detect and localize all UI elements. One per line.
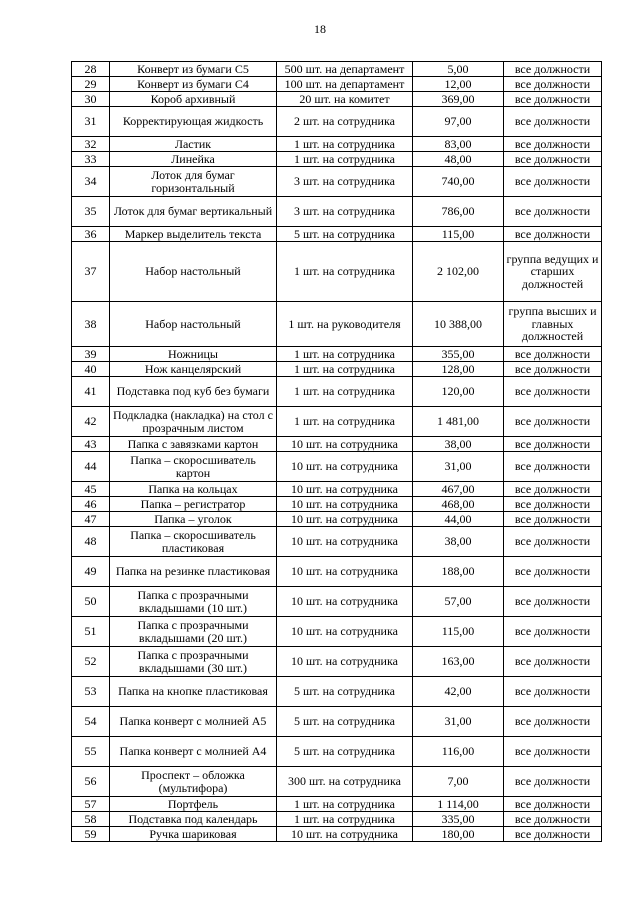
row-number: 58 <box>72 812 110 827</box>
item-name: Маркер выделитель текста <box>110 227 277 242</box>
item-price: 120,00 <box>413 377 504 407</box>
item-position: все должности <box>504 77 602 92</box>
item-quantity: 10 шт. на сотрудника <box>277 587 413 617</box>
table-row <box>72 137 602 152</box>
page-number: 18 <box>314 22 326 36</box>
item-position: все должности <box>504 512 602 527</box>
row-number: 29 <box>72 77 110 92</box>
item-name: Папка – скоросшиватель пластиковая <box>110 527 277 557</box>
item-quantity: 1 шт. на сотрудника <box>277 407 413 437</box>
item-price: 740,00 <box>413 167 504 197</box>
item-position: все должности <box>504 167 602 197</box>
item-name: Проспект – обложка (мультифора) <box>110 767 277 797</box>
item-quantity: 5 шт. на сотрудника <box>277 227 413 242</box>
item-quantity: 3 шт. на сотрудника <box>277 197 413 227</box>
item-price: 180,00 <box>413 827 504 842</box>
item-name: Лоток для бумаг вертикальный <box>110 197 277 227</box>
item-position: все должности <box>504 497 602 512</box>
item-price: 335,00 <box>413 812 504 827</box>
table-body <box>72 62 602 842</box>
row-number: 48 <box>72 527 110 557</box>
item-position: все должности <box>504 362 602 377</box>
item-position: все должности <box>504 647 602 677</box>
table-row <box>72 77 602 92</box>
row-number: 31 <box>72 107 110 137</box>
item-position: все должности <box>504 587 602 617</box>
row-number: 33 <box>72 152 110 167</box>
item-position: все должности <box>504 737 602 767</box>
table-row <box>72 437 602 452</box>
table-row <box>72 377 602 407</box>
item-quantity: 1 шт. на сотрудника <box>277 137 413 152</box>
table-row <box>72 302 602 347</box>
item-name: Папка на резинке пластиковая <box>110 557 277 587</box>
item-quantity: 5 шт. на сотрудника <box>277 677 413 707</box>
item-quantity: 20 шт. на комитет <box>277 92 413 107</box>
item-quantity: 5 шт. на сотрудника <box>277 707 413 737</box>
item-name: Ножницы <box>110 347 277 362</box>
item-name: Портфель <box>110 797 277 812</box>
item-position: все должности <box>504 137 602 152</box>
item-name: Папка – регистратор <box>110 497 277 512</box>
table-row <box>72 227 602 242</box>
table-row <box>72 677 602 707</box>
item-name: Набор настольный <box>110 242 277 302</box>
item-name: Папка конверт с молнией А4 <box>110 737 277 767</box>
item-position: группа высших и главных должностей <box>504 302 602 347</box>
table-row <box>72 407 602 437</box>
item-quantity: 100 шт. на департамент <box>277 77 413 92</box>
item-price: 115,00 <box>413 227 504 242</box>
item-position: группа ведущих и старших должностей <box>504 242 602 302</box>
row-number: 41 <box>72 377 110 407</box>
item-price: 38,00 <box>413 437 504 452</box>
item-position: все должности <box>504 437 602 452</box>
item-name: Подставка под куб без бумаги <box>110 377 277 407</box>
item-name: Папка – скоросшиватель картон <box>110 452 277 482</box>
item-price: 31,00 <box>413 707 504 737</box>
item-price: 97,00 <box>413 107 504 137</box>
row-number: 47 <box>72 512 110 527</box>
item-quantity: 1 шт. на сотрудника <box>277 347 413 362</box>
table-row <box>72 587 602 617</box>
item-price: 188,00 <box>413 557 504 587</box>
item-price: 5,00 <box>413 62 504 77</box>
row-number: 55 <box>72 737 110 767</box>
item-quantity: 1 шт. на сотрудника <box>277 152 413 167</box>
item-price: 42,00 <box>413 677 504 707</box>
item-quantity: 1 шт. на сотрудника <box>277 362 413 377</box>
item-quantity: 3 шт. на сотрудника <box>277 167 413 197</box>
item-position: все должности <box>504 227 602 242</box>
item-position: все должности <box>504 152 602 167</box>
item-name: Папка с завязками картон <box>110 437 277 452</box>
row-number: 54 <box>72 707 110 737</box>
row-number: 51 <box>72 617 110 647</box>
row-number: 37 <box>72 242 110 302</box>
item-name: Папка с прозрачными вкладышами (20 шт.) <box>110 617 277 647</box>
item-name: Подкладка (накладка) на стол с прозрачным листом <box>110 407 277 437</box>
row-number: 50 <box>72 587 110 617</box>
item-position: все должности <box>504 377 602 407</box>
item-quantity: 300 шт. на сотрудника <box>277 767 413 797</box>
item-position: все должности <box>504 797 602 812</box>
row-number: 59 <box>72 827 110 842</box>
item-name: Ластик <box>110 137 277 152</box>
item-position: все должности <box>504 557 602 587</box>
item-quantity: 10 шт. на сотрудника <box>277 647 413 677</box>
row-number: 46 <box>72 497 110 512</box>
table-row <box>72 527 602 557</box>
item-quantity: 1 шт. на сотрудника <box>277 377 413 407</box>
table-row <box>72 167 602 197</box>
table-row <box>72 197 602 227</box>
item-name: Конверт из бумаги C4 <box>110 77 277 92</box>
table-row <box>72 62 602 77</box>
item-name: Папка – уголок <box>110 512 277 527</box>
row-number: 49 <box>72 557 110 587</box>
table-row <box>72 152 602 167</box>
item-position: все должности <box>504 707 602 737</box>
item-name: Подставка под календарь <box>110 812 277 827</box>
item-name: Нож канцелярский <box>110 362 277 377</box>
table-row <box>72 737 602 767</box>
item-price: 786,00 <box>413 197 504 227</box>
item-price: 44,00 <box>413 512 504 527</box>
row-number: 39 <box>72 347 110 362</box>
row-number: 32 <box>72 137 110 152</box>
item-name: Папка на кнопке пластиковая <box>110 677 277 707</box>
table-row <box>72 797 602 812</box>
item-price: 163,00 <box>413 647 504 677</box>
item-price: 31,00 <box>413 452 504 482</box>
table-row <box>72 92 602 107</box>
item-price: 12,00 <box>413 77 504 92</box>
item-position: все должности <box>504 617 602 647</box>
item-position: все должности <box>504 197 602 227</box>
item-quantity: 10 шт. на сотрудника <box>277 827 413 842</box>
item-position: все должности <box>504 92 602 107</box>
item-price: 83,00 <box>413 137 504 152</box>
item-name: Папка на кольцах <box>110 482 277 497</box>
table-row <box>72 242 602 302</box>
item-price: 10 388,00 <box>413 302 504 347</box>
item-position: все должности <box>504 107 602 137</box>
item-position: все должности <box>504 677 602 707</box>
table-row <box>72 452 602 482</box>
row-number: 45 <box>72 482 110 497</box>
item-name: Линейка <box>110 152 277 167</box>
item-name: Папка конверт с молнией А5 <box>110 707 277 737</box>
item-price: 48,00 <box>413 152 504 167</box>
item-quantity: 10 шт. на сотрудника <box>277 437 413 452</box>
item-name: Ручка шариковая <box>110 827 277 842</box>
item-position: все должности <box>504 767 602 797</box>
item-name: Папка с прозрачными вкладышами (30 шт.) <box>110 647 277 677</box>
row-number: 40 <box>72 362 110 377</box>
item-position: все должности <box>504 62 602 77</box>
row-number: 28 <box>72 62 110 77</box>
row-number: 35 <box>72 197 110 227</box>
table-row <box>72 557 602 587</box>
item-name: Папка с прозрачными вкладышами (10 шт.) <box>110 587 277 617</box>
item-quantity: 10 шт. на сотрудника <box>277 497 413 512</box>
table-row <box>72 767 602 797</box>
item-price: 115,00 <box>413 617 504 647</box>
item-position: все должности <box>504 812 602 827</box>
row-number: 52 <box>72 647 110 677</box>
row-number: 34 <box>72 167 110 197</box>
table-row <box>72 512 602 527</box>
item-position: все должности <box>504 407 602 437</box>
item-quantity: 10 шт. на сотрудника <box>277 452 413 482</box>
item-price: 7,00 <box>413 767 504 797</box>
item-quantity: 10 шт. на сотрудника <box>277 482 413 497</box>
table-row <box>72 617 602 647</box>
item-quantity: 1 шт. на сотрудника <box>277 797 413 812</box>
item-price: 467,00 <box>413 482 504 497</box>
item-quantity: 500 шт. на департамент <box>277 62 413 77</box>
row-number: 38 <box>72 302 110 347</box>
item-name: Короб архивный <box>110 92 277 107</box>
item-position: все должности <box>504 827 602 842</box>
table-row <box>72 362 602 377</box>
item-quantity: 10 шт. на сотрудника <box>277 557 413 587</box>
row-number: 43 <box>72 437 110 452</box>
table-row <box>72 497 602 512</box>
table-row <box>72 107 602 137</box>
item-quantity: 1 шт. на сотрудника <box>277 242 413 302</box>
item-quantity: 10 шт. на сотрудника <box>277 512 413 527</box>
supplies-table <box>71 61 602 842</box>
item-quantity: 10 шт. на сотрудника <box>277 527 413 557</box>
item-price: 1 481,00 <box>413 407 504 437</box>
table-row <box>72 647 602 677</box>
row-number: 44 <box>72 452 110 482</box>
row-number: 30 <box>72 92 110 107</box>
item-price: 468,00 <box>413 497 504 512</box>
item-price: 128,00 <box>413 362 504 377</box>
item-quantity: 2 шт. на сотрудника <box>277 107 413 137</box>
item-position: все должности <box>504 347 602 362</box>
row-number: 36 <box>72 227 110 242</box>
item-price: 116,00 <box>413 737 504 767</box>
row-number: 57 <box>72 797 110 812</box>
item-price: 355,00 <box>413 347 504 362</box>
item-position: все должности <box>504 527 602 557</box>
item-name: Лоток для бумаг горизонтальный <box>110 167 277 197</box>
table-row <box>72 347 602 362</box>
table-row <box>72 482 602 497</box>
item-quantity: 1 шт. на сотрудника <box>277 812 413 827</box>
item-price: 2 102,00 <box>413 242 504 302</box>
item-quantity: 5 шт. на сотрудника <box>277 737 413 767</box>
item-name: Конверт из бумаги C5 <box>110 62 277 77</box>
item-position: все должности <box>504 482 602 497</box>
item-quantity: 10 шт. на сотрудника <box>277 617 413 647</box>
row-number: 56 <box>72 767 110 797</box>
item-name: Набор настольный <box>110 302 277 347</box>
item-price: 57,00 <box>413 587 504 617</box>
item-price: 38,00 <box>413 527 504 557</box>
table-row <box>72 707 602 737</box>
item-position: все должности <box>504 452 602 482</box>
item-quantity: 1 шт. на руководителя <box>277 302 413 347</box>
table-row <box>72 827 602 842</box>
row-number: 42 <box>72 407 110 437</box>
item-price: 1 114,00 <box>413 797 504 812</box>
item-price: 369,00 <box>413 92 504 107</box>
item-name: Корректирующая жидкость <box>110 107 277 137</box>
row-number: 53 <box>72 677 110 707</box>
table-row <box>72 812 602 827</box>
